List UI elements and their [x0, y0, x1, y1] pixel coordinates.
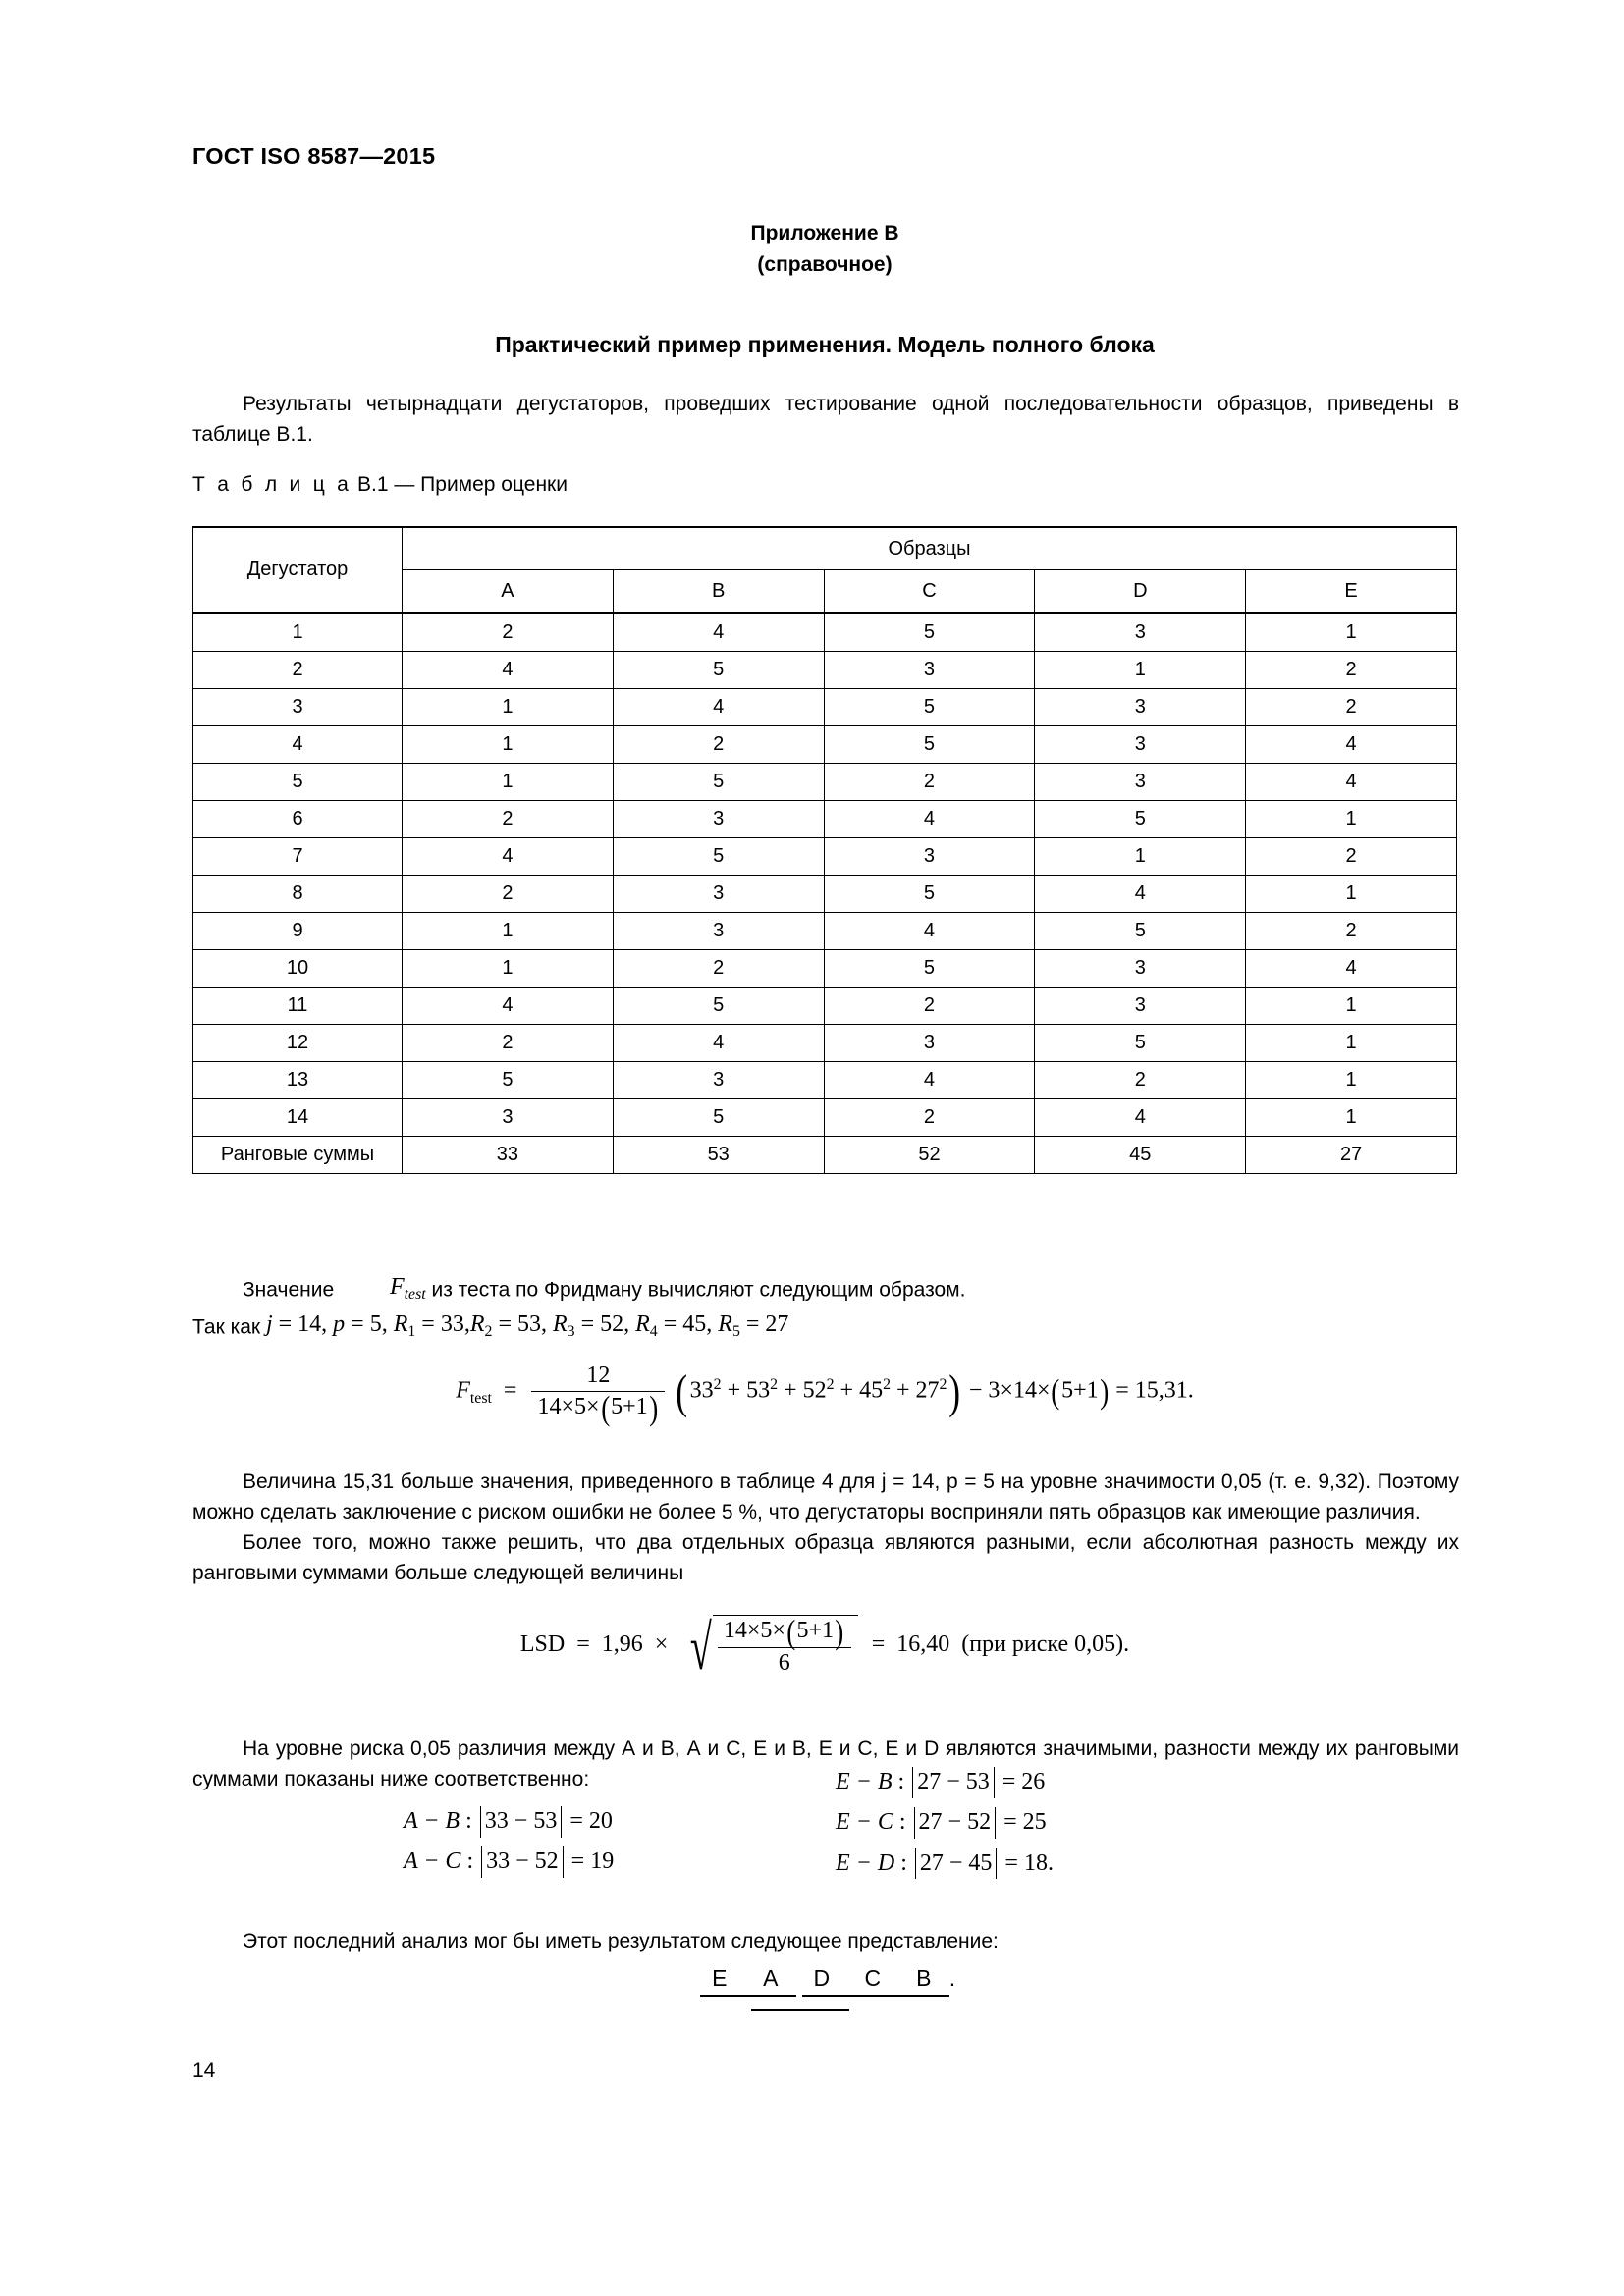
bracket-5: 27	[915, 1377, 940, 1404]
cell-d: 1	[1035, 838, 1246, 876]
table-caption-label: Т а б л и ц а	[192, 473, 352, 496]
cell-taster: 4	[193, 726, 403, 764]
cell-a: 4	[403, 988, 614, 1025]
radicand-denominator: 6	[778, 1650, 790, 1677]
cell-b: 2	[613, 726, 824, 764]
cell-e: 4	[1246, 726, 1457, 764]
cell-sum-a: 33	[403, 1137, 614, 1174]
table-row	[193, 988, 1457, 1025]
diff-pair: E − B	[836, 1769, 893, 1795]
cell-a: 5	[403, 1062, 614, 1099]
conclusion-paragraph-1: Величина 15,31 больше значения, приведенного в таблице 4 для j = 14, p = 5 на уровне значимости 0,05 (т. е. 9,32). Поэтому можно сделать заключение с риском ошибки не более 5 %, что дегустаторы восприняли пять образцов как имеющие различия.	[192, 1470, 1459, 1523]
cell-e: 1	[1246, 801, 1457, 838]
radicand-d: 1	[822, 1618, 835, 1643]
cell-b: 5	[613, 838, 824, 876]
cell-d: 3	[1035, 689, 1246, 726]
annex-title: Приложение В	[750, 222, 899, 244]
cell-taster: 10	[193, 950, 403, 988]
formula-lhs-sym: F	[456, 1377, 470, 1404]
ranking-letters	[694, 1965, 955, 1991]
formula-lhs-sub: test	[469, 1389, 492, 1407]
tail-1: 3	[988, 1377, 1001, 1404]
lsd-formula	[192, 1612, 1457, 1683]
rank-letter-5: B	[916, 1965, 932, 1991]
bracket-3: 52	[802, 1377, 827, 1404]
cell-b: 2	[613, 950, 824, 988]
cell-taster: 1	[193, 614, 403, 652]
cell-b: 3	[613, 1062, 824, 1099]
cell-taster: 7	[193, 838, 403, 876]
table-caption-rest: В.1 — Пример оценки	[356, 473, 568, 496]
cell-sums-label: Ранговые суммы	[193, 1137, 403, 1174]
den-d: 1	[635, 1394, 648, 1419]
rank-letter-1: E	[712, 1965, 728, 1991]
cell-taster: 2	[193, 652, 403, 689]
cell-c: 3	[824, 838, 1035, 876]
bracket-1: 33	[689, 1377, 714, 1404]
radical-icon: √	[690, 1612, 713, 1683]
cell-d: 4	[1035, 1099, 1246, 1137]
bracket-4: 45	[859, 1377, 884, 1404]
cell-a: 2	[403, 876, 614, 913]
cell-a: 4	[403, 652, 614, 689]
cell-a: 1	[403, 726, 614, 764]
cell-taster: 9	[193, 913, 403, 950]
cell-e: 1	[1246, 988, 1457, 1025]
table-row	[193, 1025, 1457, 1062]
friedman-formula	[192, 1362, 1457, 1427]
rank-letter-3: D	[813, 1965, 831, 1991]
diff-a: 33	[486, 1848, 511, 1875]
diff-pair: E − D	[836, 1849, 895, 1876]
lsd-formula-math: LSD = 1,96 × √ $\frac{14\times 5\times(5+1)}{6}$ = 16,40 (при риске 0,05).	[519, 1612, 1130, 1683]
cell-c: 3	[824, 1025, 1035, 1062]
diff-a: 27	[918, 1809, 943, 1836]
cell-a: 2	[403, 1025, 614, 1062]
cell-taster: 8	[193, 876, 403, 913]
cell-b: 5	[613, 988, 824, 1025]
cell-sum-c: 52	[824, 1137, 1035, 1174]
cell-c: 2	[824, 988, 1035, 1025]
cell-d: 5	[1035, 801, 1246, 838]
header-taster: Дегустатор	[193, 527, 403, 614]
cell-taster: 3	[193, 689, 403, 726]
friedman-intro	[192, 1272, 1459, 1347]
diff-b: 52	[967, 1809, 992, 1836]
diff-pair: A − B	[404, 1808, 460, 1835]
cell-c: 5	[824, 950, 1035, 988]
cell-d: 5	[1035, 913, 1246, 950]
table-row	[193, 614, 1457, 652]
cell-a: 4	[403, 838, 614, 876]
differences-left-column	[404, 1800, 614, 1881]
cell-b: 4	[613, 689, 824, 726]
cell-d: 3	[1035, 950, 1246, 988]
lsd-radicand: $\frac{14\times 5\times(5+1)}{6}$	[713, 1615, 858, 1677]
friedman-symbol-f: F	[389, 1274, 405, 1300]
cell-sum-e: 27	[1246, 1137, 1457, 1174]
document-header: ГОСТ ISO 8587—2015	[192, 143, 436, 169]
table-row	[193, 726, 1457, 764]
difference-equation: E − C : 27 − 52 = 25	[836, 1801, 1054, 1842]
cell-b: 5	[613, 1099, 824, 1137]
diff-b: 45	[968, 1849, 993, 1876]
cell-a: 1	[403, 950, 614, 988]
lsd-note: (при риске 0,05).	[961, 1631, 1130, 1658]
formula-fraction	[531, 1362, 665, 1427]
cell-taster: 11	[193, 988, 403, 1025]
formula-numerator: 12	[531, 1362, 665, 1392]
header-samples: Образцы	[403, 527, 1457, 570]
conclusion-block	[192, 1467, 1459, 1588]
cell-e: 1	[1246, 1062, 1457, 1099]
table-row	[193, 764, 1457, 801]
cell-b: 4	[613, 1025, 824, 1062]
final-ranking	[192, 1965, 1457, 1992]
cell-d: 1	[1035, 652, 1246, 689]
cell-sum-d: 45	[1035, 1137, 1246, 1174]
friedman-line1-pre: Значение	[243, 1278, 335, 1302]
friedman-formula-math: $F_{test}$ = $\frac{12}{14\times 5\times(5+1)}$ $(33^2 + 53^2 + 52^2 + 45^2 + 27^2) - 3\times 14\times(5+1) = 15,31$.	[456, 1362, 1194, 1427]
tail-2: 14	[1012, 1377, 1037, 1404]
ranking-inner	[694, 1965, 955, 1992]
conclusion-paragraph-2: Более того, можно также решить, что два отдельных образца являются разными, если абсолютная разность между их ранговыми суммами больше следующей величины	[192, 1531, 1459, 1584]
diff-a: 27	[919, 1849, 944, 1876]
table-row	[193, 838, 1457, 876]
ranking-underline-ea	[700, 1995, 796, 1997]
ranking-period: .	[948, 1965, 956, 1991]
annex-title-block	[192, 218, 1457, 281]
cell-c: 5	[824, 726, 1035, 764]
cell-a: 1	[403, 689, 614, 726]
cell-d: 2	[1035, 1062, 1246, 1099]
cell-d: 3	[1035, 764, 1246, 801]
table-row	[193, 689, 1457, 726]
table-row	[193, 950, 1457, 988]
friedman-line1-post: из теста по Фридману вычисляют следующим образом.	[431, 1278, 966, 1302]
formula-result: 15,31.	[1134, 1377, 1194, 1404]
cell-d: 3	[1035, 988, 1246, 1025]
friedman-line-1	[192, 1272, 1459, 1309]
significance-block	[192, 1734, 1459, 1794]
header-col-b: B	[613, 570, 824, 614]
den-c: 5	[611, 1394, 623, 1419]
lsd-result: 16,40	[896, 1631, 950, 1658]
cell-sum-b: 53	[613, 1137, 824, 1174]
diff-result: 20	[588, 1808, 613, 1835]
cell-b: 3	[613, 913, 824, 950]
evaluation-table-wrapper	[192, 526, 1457, 1174]
header-col-e: E	[1246, 570, 1457, 614]
table-row	[193, 876, 1457, 913]
ranking-underline-dcb	[802, 1995, 949, 1997]
cell-taster: 6	[193, 801, 403, 838]
final-leadin-block	[192, 1926, 1459, 1956]
table-row	[193, 1099, 1457, 1137]
cell-taster: 13	[193, 1062, 403, 1099]
cell-e: 2	[1246, 838, 1457, 876]
table-row	[193, 801, 1457, 838]
den-b: 5	[573, 1394, 586, 1419]
cell-c: 4	[824, 801, 1035, 838]
cell-b: 5	[613, 764, 824, 801]
cell-d: 4	[1035, 876, 1246, 913]
radicand-c: 5	[796, 1618, 809, 1643]
table-row	[193, 652, 1457, 689]
annex-subtitle: (справочное)	[757, 253, 893, 276]
den-a: 14	[537, 1394, 562, 1419]
table-body	[193, 614, 1457, 1174]
cell-e: 2	[1246, 689, 1457, 726]
cell-b: 4	[613, 614, 824, 652]
difference-equation: E − B : 27 − 53 = 26	[836, 1761, 1054, 1801]
tail-4: 1	[1086, 1377, 1099, 1404]
cell-a: 3	[403, 1099, 614, 1137]
header-col-a: A	[403, 570, 614, 614]
cell-d: 3	[1035, 726, 1246, 764]
significance-paragraph: На уровне риска 0,05 различия между А и В, А и С, Е и В, Е и С, Е и D являются значимыми, разности между их ранговыми суммами показаны ниже соответственно:	[192, 1737, 1459, 1790]
cell-taster: 14	[193, 1099, 403, 1137]
table-header-row-1	[193, 527, 1457, 570]
cell-c: 5	[824, 876, 1035, 913]
cell-a: 1	[403, 913, 614, 950]
radicand-a: 14	[723, 1618, 747, 1643]
diff-a: 27	[917, 1769, 942, 1795]
diff-result: 25	[1022, 1809, 1047, 1836]
bracket-2: 53	[746, 1377, 771, 1404]
cell-e: 1	[1246, 876, 1457, 913]
page-number: 14	[192, 2059, 216, 2082]
intro-paragraph: Результаты четырнадцати дегустаторов, проведших тестирование одной последовательности образцов, приведены в таблице В.1.	[192, 393, 1459, 446]
diff-result: 26	[1021, 1769, 1046, 1795]
cell-c: 2	[824, 1099, 1035, 1137]
cell-b: 3	[613, 876, 824, 913]
cell-c: 3	[824, 652, 1035, 689]
table-head	[193, 527, 1457, 614]
cell-b: 5	[613, 652, 824, 689]
cell-b: 3	[613, 801, 824, 838]
tail-3: 5	[1061, 1377, 1074, 1404]
diff-b: 53	[533, 1808, 558, 1835]
diff-a: 33	[484, 1808, 509, 1835]
difference-equation: E − D : 27 − 45 = 18.	[836, 1842, 1054, 1882]
final-leadin: Этот последний анализ мог бы иметь результатом следующее представление:	[243, 1930, 999, 1952]
friedman-line-2: Так как j = 14, p = 5, $R_1 = 33,R_2 = 53$, $R_3 = 52$, $R_4 = 45$, $R_5 = 27$	[192, 1311, 789, 1341]
header-col-d: D	[1035, 570, 1246, 614]
table-row	[193, 1062, 1457, 1099]
cell-e: 1	[1246, 614, 1457, 652]
difference-equation: A − B : 33 − 53 = 20	[404, 1800, 614, 1841]
lsd-sqrt	[683, 1612, 857, 1683]
friedman-symbol-sub: test	[404, 1286, 426, 1304]
cell-e: 4	[1246, 950, 1457, 988]
cell-c: 5	[824, 689, 1035, 726]
rank-letter-4: C	[864, 1965, 882, 1991]
diff-result: 18.	[1023, 1849, 1054, 1876]
cell-c: 5	[824, 614, 1035, 652]
diff-pair: A − C	[404, 1848, 461, 1875]
cell-c: 2	[824, 764, 1035, 801]
cell-e: 2	[1246, 913, 1457, 950]
cell-d: 3	[1035, 614, 1246, 652]
cell-e: 4	[1246, 764, 1457, 801]
differences-right-column	[836, 1761, 1054, 1883]
evaluation-table	[192, 526, 1457, 1174]
cell-d: 5	[1035, 1025, 1246, 1062]
cell-taster: 5	[193, 764, 403, 801]
diff-result: 19	[590, 1848, 615, 1875]
lsd-label: LSD	[519, 1631, 566, 1658]
ranking-underline-ad	[751, 2009, 849, 2011]
table-row-sums	[193, 1137, 1457, 1174]
cell-e: 1	[1246, 1099, 1457, 1137]
formula-denominator: 14×5×(5+1)	[537, 1388, 658, 1427]
lsd-coefficient: 1,96	[601, 1631, 643, 1658]
diff-b: 52	[534, 1848, 559, 1875]
cell-taster: 12	[193, 1025, 403, 1062]
cell-a: 2	[403, 614, 614, 652]
cell-a: 1	[403, 764, 614, 801]
intro-block	[192, 389, 1459, 450]
cell-e: 1	[1246, 1025, 1457, 1062]
cell-a: 2	[403, 801, 614, 838]
section-heading: Практический пример применения. Модель полного блока	[495, 332, 1155, 357]
cell-c: 4	[824, 1062, 1035, 1099]
cell-e: 2	[1246, 652, 1457, 689]
cell-c: 4	[824, 913, 1035, 950]
diff-b: 53	[965, 1769, 990, 1795]
table-caption	[192, 473, 568, 497]
rank-letter-2: A	[763, 1965, 779, 1991]
table-row	[193, 913, 1457, 950]
radicand-b: 5	[760, 1618, 773, 1643]
difference-equation: A − C : 33 − 52 = 19	[404, 1841, 614, 1881]
diff-pair: E − C	[836, 1809, 893, 1836]
header-col-c: C	[824, 570, 1035, 614]
